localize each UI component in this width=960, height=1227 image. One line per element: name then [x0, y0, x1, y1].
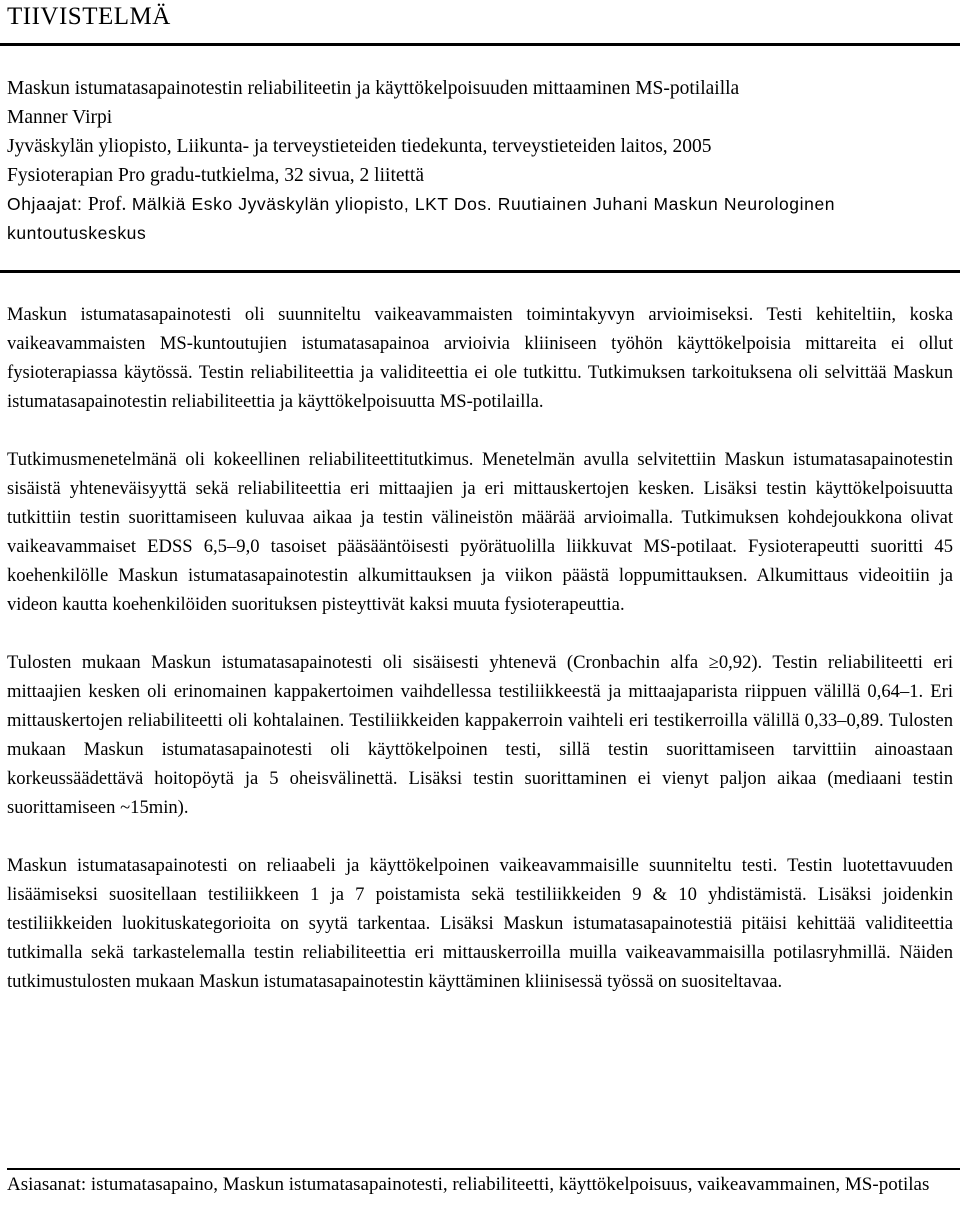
- keywords: Asiasanat: istumatasapaino, Maskun istumatasapainotesti, reliabiliteetti, käyttökelpoisuus, vaikeavammainen, MS-potilas: [7, 1174, 930, 1195]
- paragraph-conclusions: Maskun istumatasapainotesti on reliaabeli ja käyttökelpoinen vaikeavammaisille suunniteltu testi. Testin luotettavuuden lisäämiseksi suositellaan testiliikkeen 1 ja 7 poistamista sekä testiliikkeiden 9 & 10 yhdistämistä. Lisäksi joidenkin testiliikkeiden luokituskategorioita on syytä tarkentaa. Lisäksi Maskun istumatasapainotestiä pitäisi kehittää validiteettia tutkimalla sekä tarkastelemalla testin reliabiliteettia eri mittauskerroilla muilla vaikeavammaisilla potilasryhmillä. Näiden tutkimustulosten mukaan Maskun istumatasapainotestin käyttäminen kliinisessä työssä on suositeltavaa.: [7, 855, 953, 992]
- supervisors: [7, 190, 953, 248]
- author: Manner Virpi: [7, 107, 113, 128]
- institution: Jyväskylän yliopisto, Liikunta- ja terveystieteiden tiedekunta, terveystieteiden laitos, 2005: [7, 136, 712, 157]
- paragraph-results: Tulosten mukaan Maskun istumatasapainotesti oli sisäisesti yhtenevä (Cronbachin alfa ≥0,92). Testin reliabiliteetti eri mittaajien kesken oli erinomainen kappakertoimen vaihdellessa testiliikkeestä ja mittaajaparista riippuen välillä 0,64–1. Eri mittauskertojen reliabiliteetti oli kohtalainen. Testiliikkeiden kappakerroin vaihteli eri testikerroilla välillä 0,33–0,89. Tulosten mukaan Maskun istumatasapainotesti oli käyttökelpoinen testi, sillä testin suorittamiseen tarvittiin ainoastaan korkeussäädettävä hoitopöytä ja 5 oheisvälinettä. Lisäksi testin suorittaminen ei vienyt paljon aikaa (mediaani testin suorittamiseen ~15min).: [7, 652, 953, 818]
- thesis-metadata: [7, 74, 953, 248]
- program: Fysioterapian Pro gradu-tutkielma, 32 sivua, 2 liitettä: [7, 165, 425, 186]
- page-title: TIIVISTELMÄ: [7, 3, 171, 30]
- top-divider: [0, 43, 960, 46]
- middle-divider: [0, 270, 960, 273]
- paragraph-purpose: Maskun istumatasapainotesti oli suunniteltu vaikeavammaisten toimintakyvyn arvioimiseksi. Testi kehiteltiin, koska vaikeavammaisten MS-kuntoutujien istumatasapainoa arvioivia kliiniseen työhön käyttökelpoisia mittareita ei ollut fysioterapiassa käytössä. Testin reliabiliteettia ja validiteettia ei ole tutkittu. Tutkimuksen tarkoituksena oli selvittää Maskun istumatasapainotestin reliabiliteettia ja käyttökelpoisuutta MS-potilailla.: [7, 304, 953, 412]
- paragraph-methods: Tutkimusmenetelmänä oli kokeellinen reliabiliteettitutkimus. Menetelmän avulla selvitettiin Maskun istumatasapainotestin sisäistä yhteneväisyyttä sekä reliabiliteettia eri mittaajien ja eri mittauskertojen kesken. Lisäksi testin käyttökelpoisuutta tutkittiin testin suorittamiseen kuluvaa aikaa ja testin välineistön määrää arvioimalla. Tutkimuksen kohdejoukkona olivat vaikeavammaiset EDSS 6,5–9,0 tasoiset pääsääntöisesti pyörätuolilla liikkuvat MS-potilaat. Fysioterapeutti suoritti 45 koehenkilölle Maskun istumatasapainotestin alkumittauksen ja viikon päästä loppumittauksen. Alkumittaus videoitiin ja videon kautta koehenkilöiden suorituksen pisteyttivät kaksi muuta fysioterapeuttia.: [7, 449, 953, 615]
- supervisors-names: Mälkiä Esko Jyväskylän yliopisto, LKT Dos. Ruutiainen Juhani Maskun Neurologinen kuntoutuskeskus: [7, 194, 836, 243]
- thesis-title: Maskun istumatasapainotestin reliabiliteetin ja käyttökelpoisuuden mittaaminen MS-potilailla: [7, 78, 740, 99]
- supervisors-label: Ohjaajat:: [7, 194, 88, 214]
- abstract-body: [7, 300, 953, 996]
- supervisors-prof: Prof.: [87, 194, 127, 215]
